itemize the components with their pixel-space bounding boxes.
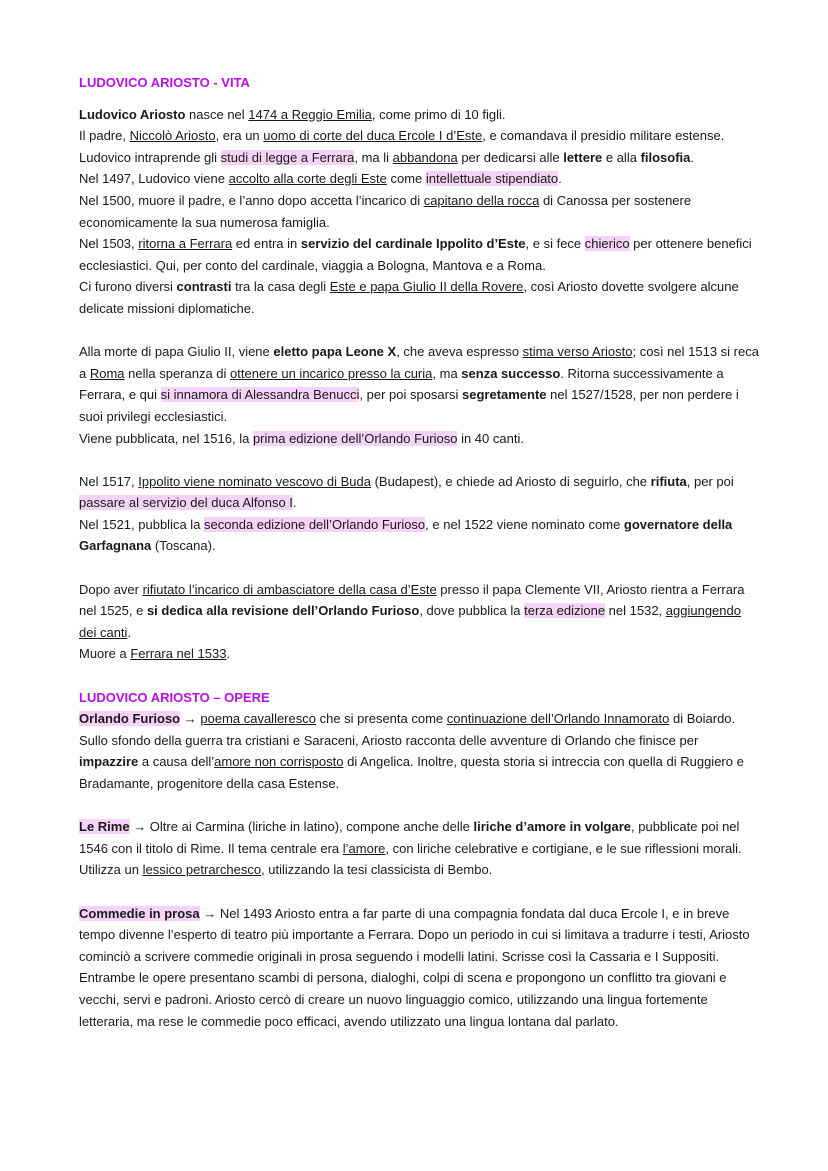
paragraph: Nel 1521, pubblica la seconda edizione dell’Orlando Furioso, e nel 1522 viene nominato come governatore della Garfagnana (Toscana). (79, 516, 733, 554)
paragraph: Nel 1503, ritorna a Ferrara ed entra in servizio del cardinale Ippolito d’Este, e si fece chierico per ottenere benefici ecclesiastici. Qui, per conto del cardinale, viaggia a Bologna, Mantova e a Roma. (79, 236, 752, 273)
paragraph: Ludovico intraprende gli studi di legge a Ferrara, ma li abbandona per dedicarsi alle lettere e alla filosofia. (79, 149, 695, 165)
paragraph: Dopo aver rifiutato l’incarico di ambasciatore della casa d’Este presso il papa Clemente VII, Ariosto rientra a Ferrara nel 1525, e si dedica alla revisione dell’Orlando Furioso, dove pubblica la terza edizione nel 1532, aggiungendo dei canti. (79, 581, 745, 640)
paragraph: Le Rime → Oltre ai Carmina (liriche in latino), compone anche delle liriche d’amore in volgare, pubblicate poi nel 1546 con il titolo di Rime. Il tema centrale era l’amore, con liriche celebrative e cortigiane, e le sue riflessioni morali. Utilizza un lessico petrarchesco, utilizzando la tesi classicista di Bembo. (79, 819, 742, 878)
paragraph: Alla morte di papa Giulio II, viene eletto papa Leone X, che aveva espresso stima verso Ariosto; così nel 1513 si reca a Roma nella speranza di ottenere un incarico presso la curia, ma senza successo. Ritorna successivamente a Ferrara, e qui si innamora di Alessandra Benucci, per poi sposarsi segretamente nel 1527/1528, per non perdere i suoi privilegi ecclesiastici. (79, 344, 759, 424)
paragraph: Nel 1500, muore il padre, e l’anno dopo accetta l’incarico di capitano della rocca di Canossa per sostenere economicamente la sua numerosa famiglia. (79, 192, 692, 230)
paragraph: Commedie in prosa → Nel 1493 Ariosto entra a far parte di una compagnia fondata dal duca Ercole I, e in breve tempo divenne l’esperto di teatro più importante a Ferrara. Dopo un periodo in cui si limitava a tradurre i testi, Ariosto cominciò a scrivere commedie originali in prosa seguendo i modelli latini. Scrisse così la Cassaria e I Suppositi. Entrambe le opere presentano scambi di persona, dialoghi, colpi di scena e propongono un conflitto tra giovani e vecchi, servi e padroni. Ariosto cercò di creare un nuovo linguaggio comico, utilizzando una lingua fortemente letteraria, ma rese le commedie poco efficaci, avendo utilizzato una lingua lontana dal parlato. (79, 905, 750, 1029)
paragraph: Viene pubblicata, nel 1516, la prima edizione dell’Orlando Furioso in 40 canti. (79, 430, 524, 446)
paragraph: Nel 1517, Ippolito viene nominato vescovo di Buda (Budapest), e chiede ad Ariosto di seguirlo, che rifiuta, per poi passare al servizio del duca Alfonso I. (79, 473, 734, 511)
paragraph: Ci furono diversi contrasti tra la casa degli Este e papa Giulio II della Rovere, così Ariosto dovette svolgere alcune delicate missioni diplomatiche. (79, 279, 739, 316)
paragraph: Muore a Ferrara nel 1533. (79, 646, 231, 662)
section-title-vita: LUDOVICO ARIOSTO - VITA (79, 75, 250, 90)
paragraph: Orlando Furioso → poema cavalleresco che si presenta come continuazione dell’Orlando Innamorato di Boiardo. Sullo sfondo della guerra tra cristiani e Saraceni, Ariosto racconta delle avventure di Orlando che finisce per impazzire a causa dell’amore non corrisposto di Angelica. Inoltre, questa storia si intreccia con quella di Ruggiero e Bradamante, progenitore della casa Estense. (79, 711, 744, 791)
document-page (79, 72, 759, 1032)
paragraph: Ludovico Ariosto nasce nel 1474 a Reggio Emilia, come primo di 10 figli. (79, 106, 506, 122)
paragraph: Il padre, Niccolò Ariosto, era un uomo di corte del duca Ercole I d’Este, e comandava il presidio militare estense. (79, 128, 725, 144)
section-title-opere: LUDOVICO ARIOSTO – OPERE (79, 689, 270, 705)
paragraph: Nel 1497, Ludovico viene accolto alla corte degli Este come intellettuale stipendiato. (79, 171, 562, 187)
